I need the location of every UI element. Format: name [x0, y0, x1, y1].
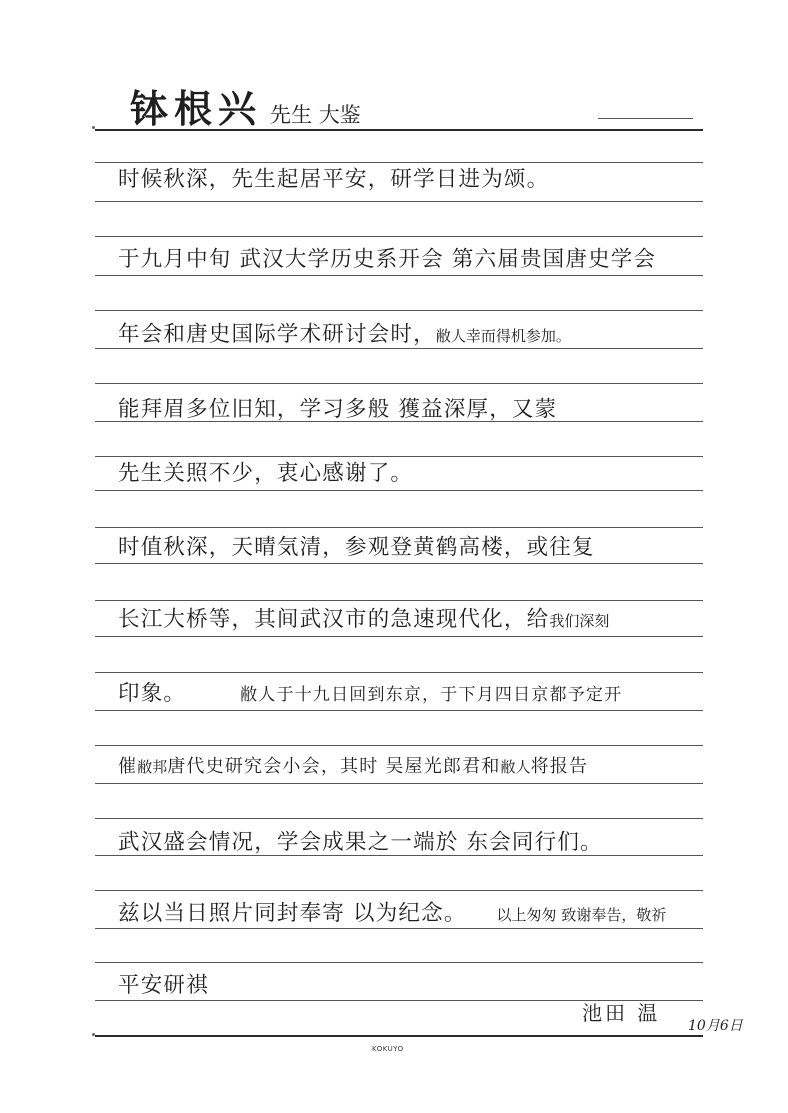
letter-line-9-insert-b: 敝人 [500, 758, 531, 776]
ruled-line [95, 890, 703, 891]
ruled-line [95, 818, 703, 819]
salutation [130, 78, 361, 133]
letter-date: 10月6日 [688, 1018, 743, 1034]
ruled-line [95, 710, 703, 711]
ruled-line [95, 348, 703, 349]
honorific: 先生 大鉴 [270, 103, 361, 127]
paper-brand-mark: KOKUYO [372, 1045, 404, 1053]
binding-dot [92, 1033, 95, 1036]
ruled-line [95, 1035, 703, 1037]
ruled-line [95, 962, 703, 963]
binding-dot [92, 126, 95, 129]
ruled-line [95, 600, 703, 601]
letter-line-11-main: 兹以当日照片同封奉寄 以为纪念。 [118, 901, 467, 926]
letter-line-9-tail: 将报告 [530, 756, 589, 777]
letter-line-4: 能拜眉多位旧知，学习多般 獲益深厚，又蒙 [118, 397, 558, 422]
letter-line-7-main: 长江大桥等，其间武汉市的急速现代化，给 [118, 607, 550, 632]
letter-line-11-insert: 以上匆匆 致谢奉告，敬祈 [496, 906, 667, 924]
ruled-line [95, 383, 703, 384]
ruled-line [95, 563, 703, 564]
ruled-line [95, 527, 703, 528]
letter-line-9-main: 催 [118, 756, 138, 777]
ruled-line [95, 275, 703, 276]
ruled-line [95, 310, 703, 311]
letter-line-3-main: 年会和唐史国际学术研讨会时， [118, 322, 436, 347]
letter-line-8-main: 印象。 [118, 681, 187, 706]
ruled-line [95, 236, 703, 237]
letter-line-9 [118, 752, 588, 778]
ruled-line [95, 783, 703, 784]
letter-line-10: 武汉盛会情况，学会成果之一端於 东会同行们。 [118, 830, 603, 855]
letter-line-9-rest: 唐代史研究会小会，其时 吴屋光郎君和 [167, 756, 501, 777]
letter-line-7 [118, 602, 609, 633]
ruled-line [95, 672, 703, 673]
letter-line-1: 时候秋深，先生起居平安，研学日进为颂。 [118, 167, 550, 192]
letter-line-5: 先生关照不少，衷心感谢了。 [118, 461, 414, 486]
ruled-line [95, 928, 703, 929]
ruled-line [95, 745, 703, 746]
ruled-line [95, 636, 703, 637]
letter-line-3 [118, 317, 571, 348]
letter-line-9-insert-a: 敝邦 [137, 758, 168, 776]
letter-line-8-tail: 敝人于十九日回到东京，于下月四日京都予定开 [240, 685, 623, 705]
ruled-line [95, 201, 703, 202]
recipient-name: 钵根兴 [130, 86, 263, 131]
letter-line-6: 时值秋深，天晴気清，参观登黄鹤高楼，或往复 [118, 535, 595, 560]
closing-line: 平安研祺 [118, 973, 209, 998]
letter-line-3-insert: 敝人幸而得机参加。 [435, 327, 571, 345]
letter-line-2: 于九月中旬 武汉大学历史系开会 第六届贵国唐史学会 [118, 247, 657, 272]
ruled-line [95, 490, 703, 491]
letter-line-7-insert: 我们深刻 [549, 612, 610, 630]
letter-line-8 [118, 676, 622, 707]
ruled-line [598, 118, 693, 119]
letter-line-11 [118, 896, 666, 927]
signature: 池田 温 [582, 1001, 661, 1025]
